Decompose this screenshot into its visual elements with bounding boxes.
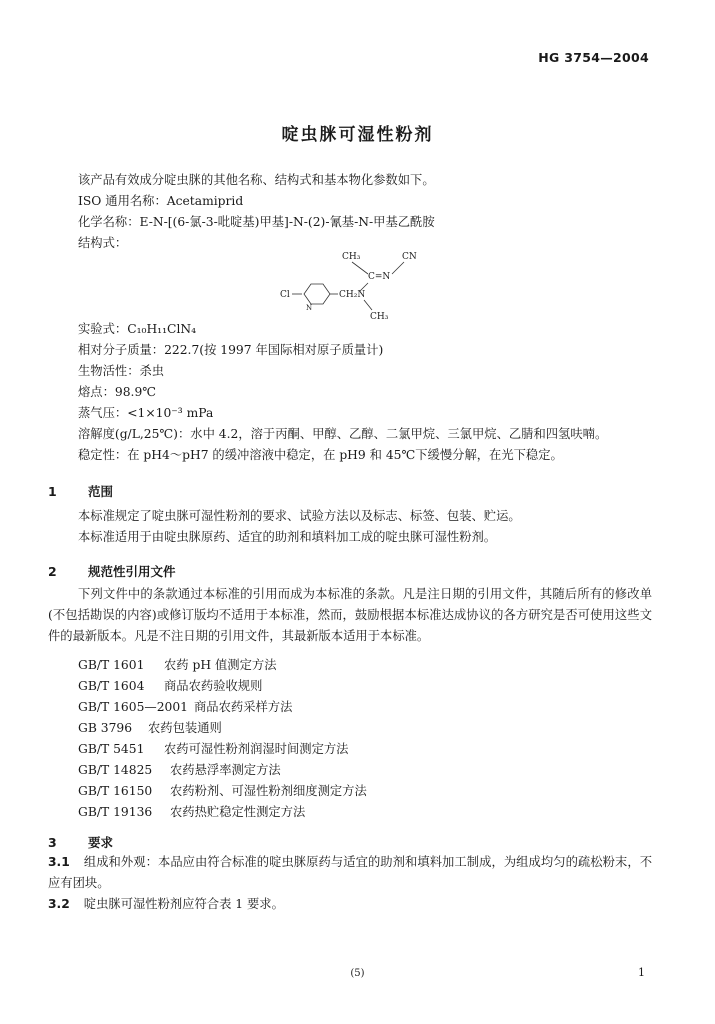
property-line: 稳定性：在 pH4～pH7 的缓冲溶液中稳定，在 pH9 和 45℃下缓慢分解，在光下稳定。 xyxy=(78,448,563,462)
reference-code: GB 3796 xyxy=(78,721,133,735)
reference-item xyxy=(78,739,348,757)
page-number: 1 xyxy=(638,966,645,979)
structure-label: N xyxy=(306,304,313,312)
structure-label: C=N xyxy=(368,272,391,282)
section-heading xyxy=(48,482,113,500)
reference-code: GB/T 1605—2001 xyxy=(78,700,188,714)
reference-code: GB/T 16150 xyxy=(78,784,153,798)
structure-label: CH₂N xyxy=(339,290,366,300)
section-number: 1 xyxy=(48,484,57,499)
reference-name: 农药可湿性粉剂润湿时间测定方法 xyxy=(164,742,349,756)
intro-line: 该产品有效成分啶虫脒的其他名称、结构式和基本物化参数如下。 xyxy=(78,173,435,187)
property-line: 相对分子质量：222.7(按 1997 年国际相对原子质量计) xyxy=(78,343,384,357)
reference-item xyxy=(78,760,281,778)
requirement-item xyxy=(48,894,652,915)
structure-label: Cl xyxy=(280,290,290,300)
property-line: 蒸气压：<1×10⁻³ mPa xyxy=(78,406,214,420)
section-heading xyxy=(48,833,113,851)
section-title: 范围 xyxy=(88,484,114,499)
clause-text: 啶虫脒可湿性粉剂应符合表 1 要求。 xyxy=(83,897,284,911)
section-heading xyxy=(48,562,176,580)
property-line: 生物活性：杀虫 xyxy=(78,364,165,378)
reference-code: GB/T 14825 xyxy=(78,763,153,777)
structural-formula xyxy=(268,248,438,323)
reference-code: GB/T 5451 xyxy=(78,742,145,756)
reference-name: 农药 pH 值测定方法 xyxy=(164,658,277,672)
clause-number: 3.2 xyxy=(48,897,70,911)
reference-item xyxy=(78,802,305,820)
reference-code: GB/T 1604 xyxy=(78,679,145,693)
reference-name: 商品农药验收规则 xyxy=(164,679,263,693)
reference-code: GB/T 1601 xyxy=(78,658,145,672)
section-title: 要求 xyxy=(88,835,114,850)
reference-item xyxy=(78,655,277,673)
doc-number: HG 3754—2004 xyxy=(538,50,649,65)
section-number: 3 xyxy=(48,835,57,850)
clause-text: 组成和外观：本品应由符合标准的啶虫脒原药与适宜的助剂和填料加工制成，为组成均匀的疏松粉末，不应有团块。 xyxy=(48,855,652,890)
reference-name: 农药包装通则 xyxy=(148,721,222,735)
paragraph: 本标准规定了啶虫脒可湿性粉剂的要求、试验方法以及标志、标签、包装、贮运。 xyxy=(78,509,521,523)
property-line: 熔点：98.9℃ xyxy=(78,385,157,399)
footer-code: (5) xyxy=(350,968,365,979)
reference-name: 农药热贮稳定性测定方法 xyxy=(170,805,306,819)
page-title: 啶虫脒可湿性粉剂 xyxy=(281,125,434,145)
property-line: 实验式：C₁₀H₁₁ClN₄ xyxy=(78,322,197,336)
structure-label: CN xyxy=(402,252,417,262)
section-title: 规范性引用文件 xyxy=(88,564,176,579)
intro-line: 化学名称：E-N-[(6-氯-3-吡啶基)甲基]-N-(2)-氰基-N-甲基乙酰胺 xyxy=(78,215,435,229)
section-number: 2 xyxy=(48,564,57,579)
reference-name: 农药粉剂、可湿性粉剂细度测定方法 xyxy=(170,784,367,798)
intro-line: 结构式： xyxy=(78,236,128,250)
requirement-item xyxy=(48,852,652,894)
reference-item xyxy=(78,718,222,736)
reference-code: GB/T 19136 xyxy=(78,805,153,819)
structure-label: CH₃ xyxy=(370,312,389,322)
clause-number: 3.1 xyxy=(48,855,70,869)
paragraph: 下列文件中的条款通过本标准的引用而成为本标准的条款。凡是注日期的引用文件，其随后所有的修改单(不包括勘误的内容)或修订版均不适用于本标准，然而，鼓励根据本标准达成协议的各方研究是否可使用这些文件的最新版本。凡是不注日期的引用文件，其最新版本适用于本标准。 xyxy=(48,587,652,643)
property-line: 溶解度(g/L,25℃)：水中 4.2，溶于丙酮、甲醇、乙醇、二氯甲烷、三氯甲烷、乙腈和四氢呋喃。 xyxy=(78,427,608,441)
reference-item xyxy=(78,697,292,715)
paragraph: 本标准适用于由啶虫脒原药、适宜的助剂和填料加工成的啶虫脒可湿性粉剂。 xyxy=(78,530,497,544)
structure-label: CH₃ xyxy=(342,252,361,262)
reference-name: 商品农药采样方法 xyxy=(194,700,293,714)
intro-line: ISO 通用名称：Acetamiprid xyxy=(78,194,244,208)
reference-item xyxy=(78,676,262,694)
reference-item xyxy=(78,781,367,799)
reference-name: 农药悬浮率测定方法 xyxy=(170,763,281,777)
